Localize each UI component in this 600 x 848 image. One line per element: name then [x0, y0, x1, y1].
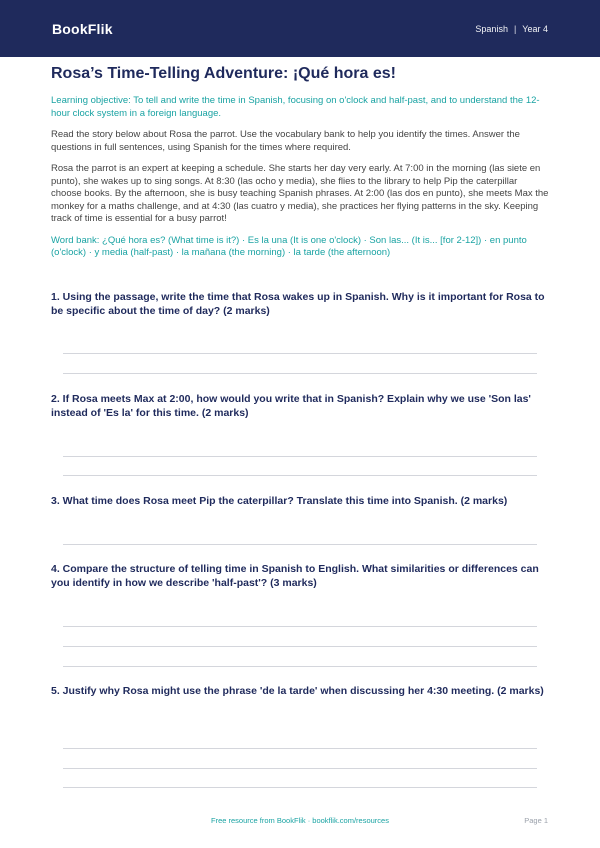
answer-line[interactable]: [63, 475, 537, 476]
question-1: 1. Using the passage, write the time that Rosa wakes up in Spanish. Why is it important for Rosa to be specific about the time of day? (2 marks): [51, 291, 545, 317]
footer-credit: Free resource from BookFlik · bookflik.com/resources: [211, 816, 389, 825]
subject-label: Spanish: [475, 23, 508, 34]
answer-line[interactable]: [63, 768, 537, 769]
page-number: Page 1: [524, 816, 548, 825]
word-bank: Word bank: ¿Qué hora es? (What time is it?) · Es la una (It is one o'clock) · Son las... (It is... [for 2-12]) · en punto (o'clock) · y media (half-past) · la mañana (the morning) · la tarde (the afternoon): [51, 234, 527, 258]
answer-line[interactable]: [63, 646, 537, 647]
answer-line[interactable]: [63, 456, 537, 457]
year-label: Year 4: [522, 23, 548, 34]
answer-line[interactable]: [63, 626, 537, 627]
question-2: 2. If Rosa meets Max at 2:00, how would you write that in Spanish? Explain why we use 'Son las' instead of 'Es la' for this time. (2 marks): [51, 393, 531, 419]
page-title: Rosa’s Time-Telling Adventure: ¡Qué hora es!: [51, 65, 396, 82]
instructions: Read the story below about Rosa the parrot. Use the vocabulary bank to help you identify the times. Answer the questions in full sentences, using Spanish for the times where required.: [51, 129, 520, 153]
question-3: 3. What time does Rosa meet Pip the caterpillar? Translate this time into Spanish. (2 marks): [51, 495, 508, 507]
worksheet-intro: [51, 64, 549, 260]
answer-line[interactable]: [63, 748, 537, 749]
page-header: [0, 0, 600, 57]
question-5: 5. Justify why Rosa might use the phrase 'de la tarde' when discussing her 4:30 meeting. (2 marks): [51, 685, 544, 697]
brand-logo: BookFlik: [52, 20, 113, 37]
answer-line[interactable]: [63, 787, 537, 788]
answer-line[interactable]: [63, 353, 537, 354]
story-passage: Rosa the parrot is an expert at keeping a schedule. She starts her day very early. At 7:00 in the morning (las siete en punto), she wakes up to sing songs. At 8:30 (las ocho y media), she flies to the library to help Pip the caterpillar choose books. By the afternoon, she is busy teaching Spanish phrases. At 2:00 (las dos en punto), she meets Max the monkey for a maths challenge, and at 4:30 (las cuatro y media), she practices her flying patterns in the sky. Keeping track of time is essential for a busy parrot!: [51, 163, 549, 224]
answer-line[interactable]: [63, 544, 537, 545]
answer-line[interactable]: [63, 666, 537, 667]
question-4: 4. Compare the structure of telling time in Spanish to English. What similarities or differences can you identify in how we describe 'half-past'? (3 marks): [51, 563, 539, 589]
answer-line[interactable]: [63, 373, 537, 374]
learning-objective: Learning objective: To tell and write the time in Spanish, focusing on o'clock and half-past, and to understand the 12-hour clock system in a foreign language.: [51, 95, 540, 119]
header-meta: [475, 24, 548, 34]
meta-separator: |: [513, 23, 517, 34]
